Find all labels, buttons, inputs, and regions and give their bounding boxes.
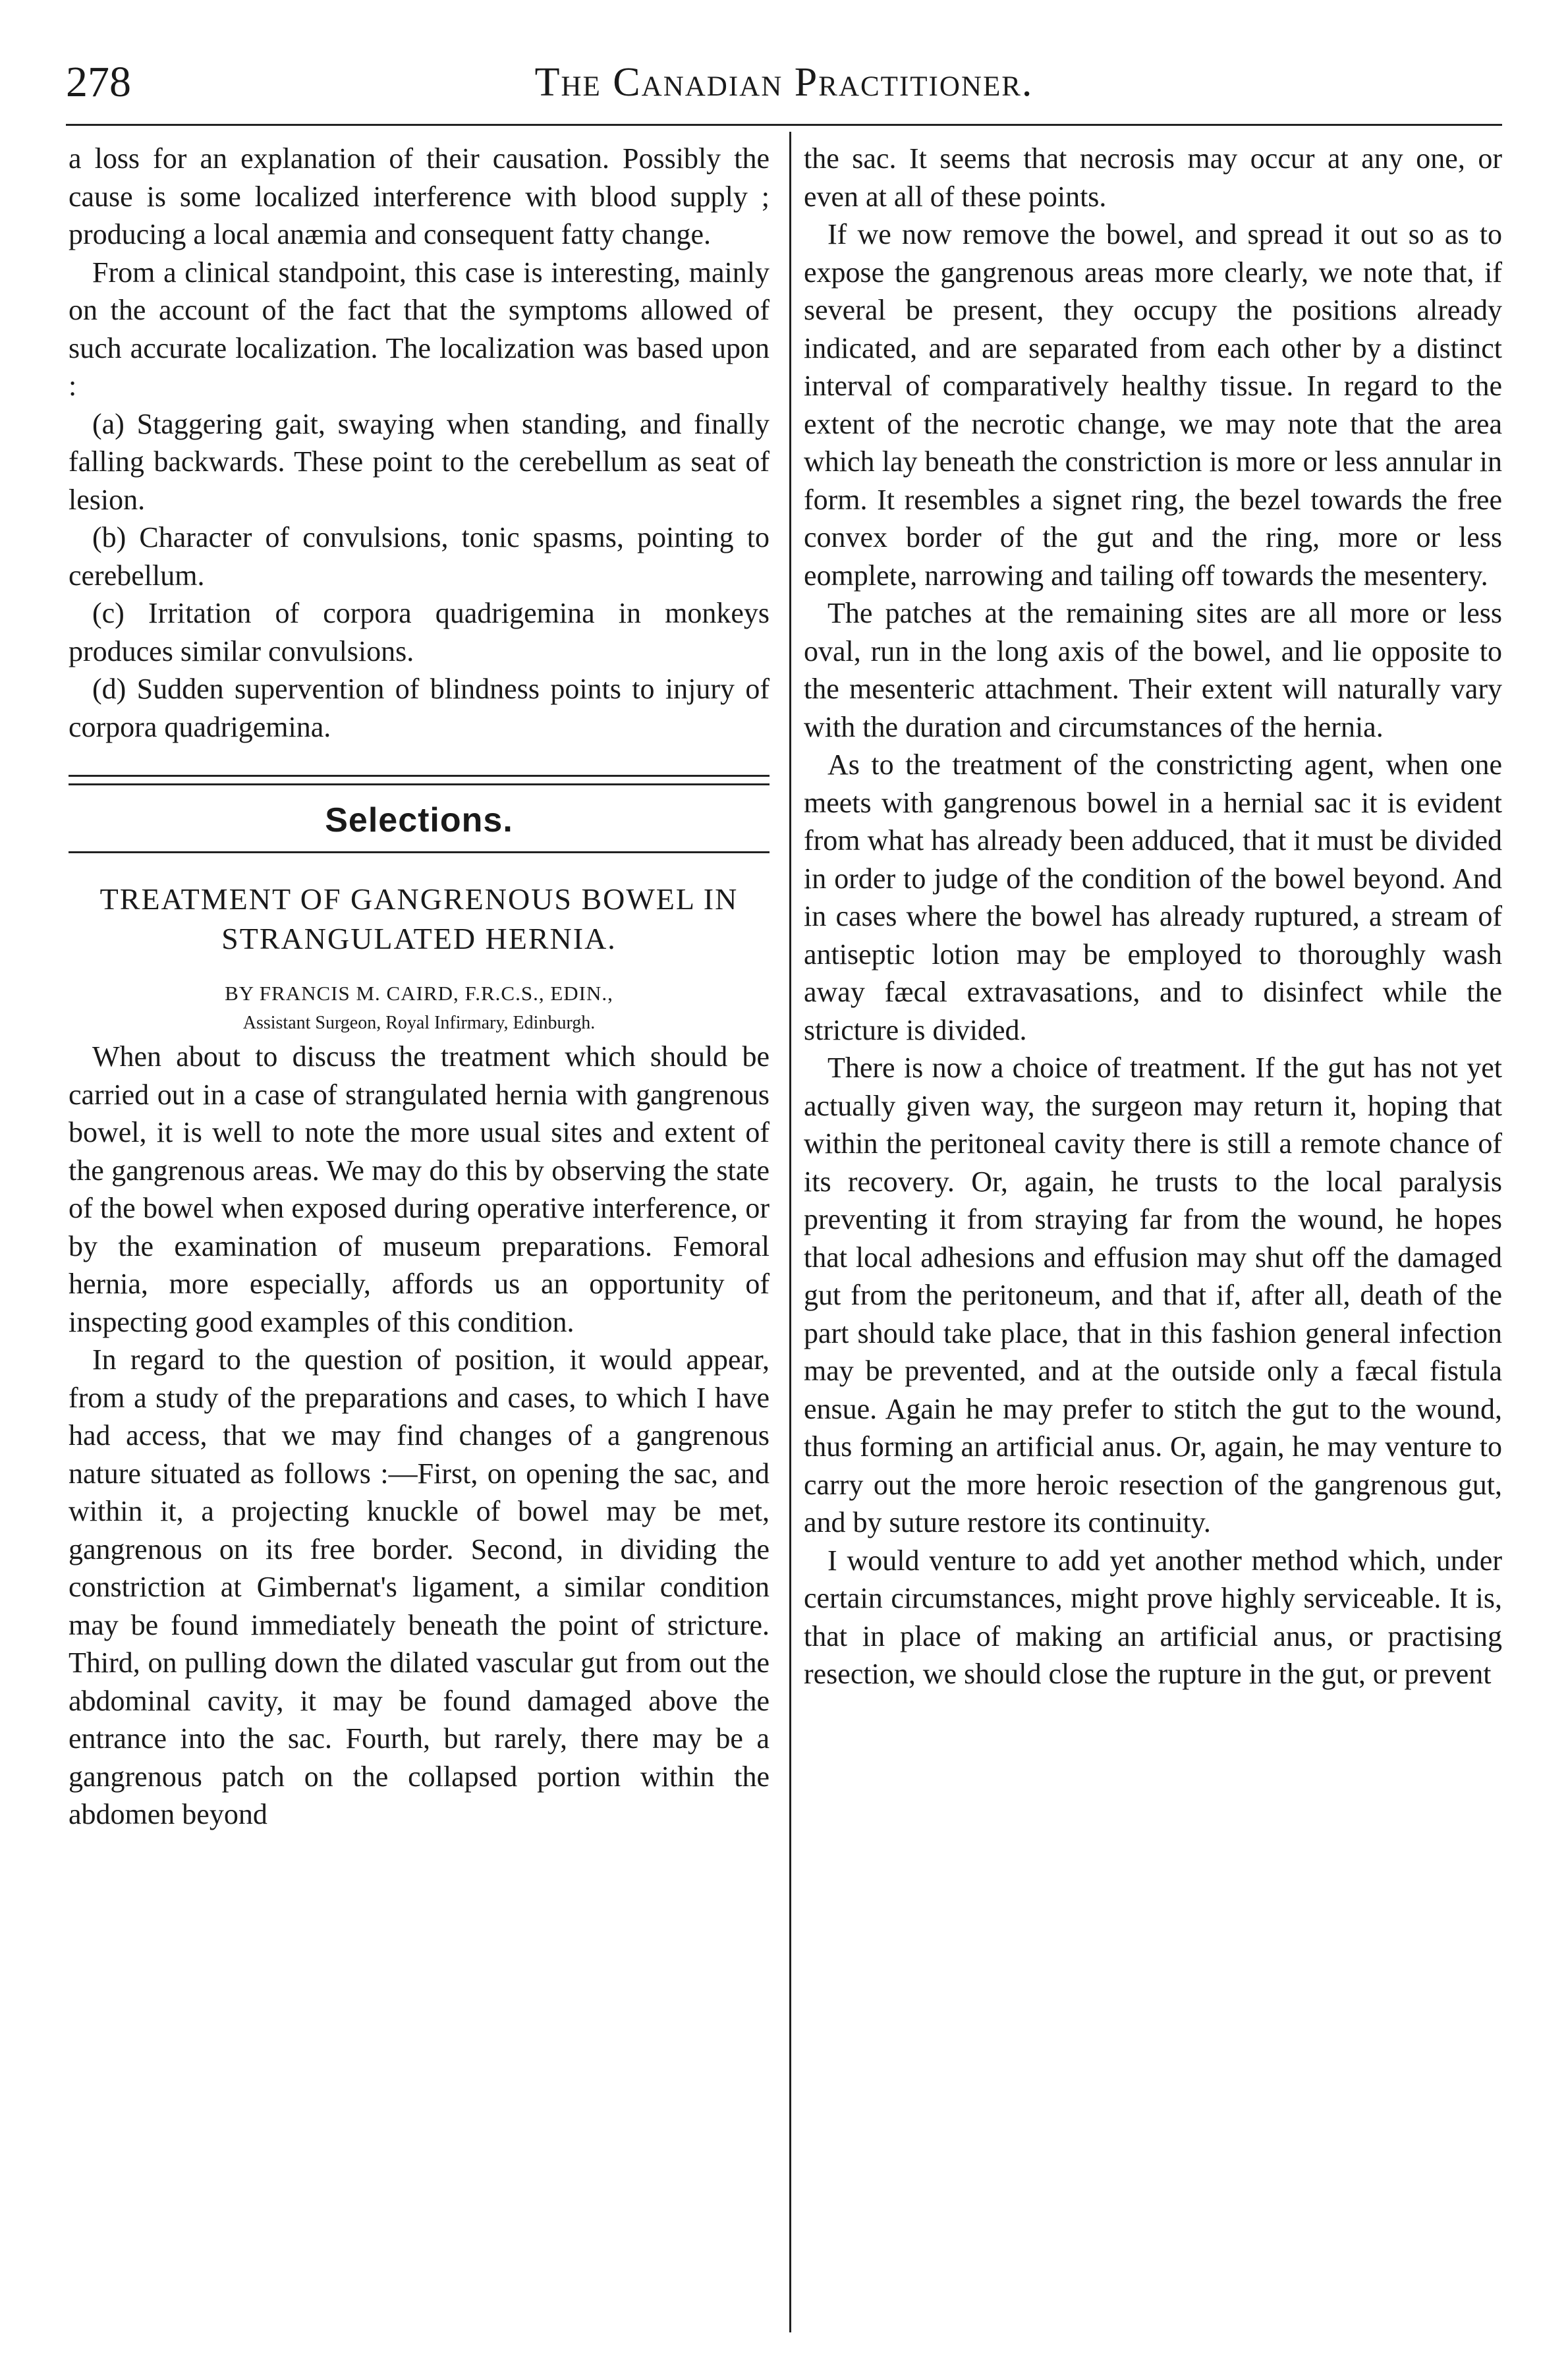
author-affiliation: Assistant Surgeon, Royal Infirmary, Edinburgh. [242,1013,596,1033]
left-column [69,140,770,1834]
paragraph: The patches at the remaining sites are all more or less oval, run in the long axis of the bowel, and lie opposite to the mesenteric attachment. Their extent will naturally vary with the duration and circumstances of the hernia. [804,597,1502,743]
paragraph: I would venture to add yet another method which, under certain circumstances, might prove highly serviceable. It is, that in place of making an artificial anus, or practising resection, we should close the rupture in the gut, or prevent [804,1544,1502,1690]
paragraph: the sac. It seems that necrosis may occur at any one, or even at all of these points. [804,142,1502,213]
section-title: Selections. [325,801,513,839]
page-number: 278 [66,58,131,106]
localization-point-d: (d) Sudden supervention of blindness points to injury of corpora quadrigemina. [69,673,770,743]
localization-point-b: (b) Character of convulsions, tonic spasms, pointing to cerebellum. [69,521,770,592]
column-divider [789,132,791,2332]
running-head [66,46,1502,119]
article-byline: BY FRANCIS M. CAIRD, F.R.C.S., EDIN., [225,982,613,1005]
section-rule [69,851,770,853]
paragraph: If we now remove the bowel, and spread it out so as to expose the gangrenous areas more clearly, we note that, if several be present, they occupy the positions already indicated, and are separated from each other by a distinct interval of comparatively healthy tissue. In regard to the extent of the necrotic change, we may note that the area which lay beneath the constriction is more or less annular in form. It resembles a signet ring, the bezel towards the free convex border of the gut and the ring, more or less eomplete, narrowing and tailing off towards the mesentery. [804,218,1502,592]
paragraph: There is now a choice of treatment. If the gut has not yet actually given way, the surgeon may return it, hoping that within the peritoneal cavity there is still a remote chance of its recovery. Or, again, he trusts to the local paralysis preventing it from straying far from the wound, he hopes that local adhesions and effusion may shut off the damaged gut from the peritoneum, and that if, after all, death of the part should take place, that in this fashion general infection may be prevented, and at the outside only a fæcal fistula ensue. Again he may prefer to stitch the gut to the wound, thus forming an artificial anus. Or, again, he may venture to carry out the more heroic resection of the gangrenous gut, and by suture restore its continuity. [804,1052,1502,1538]
right-column [804,140,1502,1693]
section-double-rule [69,775,770,785]
header-rule [66,124,1502,126]
localization-point-c: (c) Irritation of corpora quadrigemina in monkeys produces similar convulsions. [69,597,770,667]
journal-title: The Canadian Practitioner. [534,60,1034,105]
article-title: TREATMENT OF GANGRENOUS BOWEL IN STRANGULATED HERNIA. [99,882,739,955]
paragraph: a loss for an explanation of their causation. Possibly the cause is some localized interference with blood supply ; producing a local anæmia and consequent fatty change. [69,142,770,250]
paragraph: From a clinical standpoint, this case is interesting, mainly on the account of the fact that the symptoms allowed of such accurate localization. The localization was based upon : [69,256,770,402]
paragraph: As to the treatment of the constricting agent, when one meets with gangrenous bowel in a hernial sac it is evident from what has already been adduced, that it must be divided in order to judge of the condition of the bowel beyond. And in cases where the bowel has already ruptured, a stream of antiseptic lotion may be employed to thoroughly wash away fæcal extravasations, and to disinfect while the stricture is divided. [804,748,1502,1046]
paragraph: In regard to the question of position, it would appear, from a study of the preparations and cases, to which I have had access, that we may find changes of a gangrenous nature situated as follows :—First, on opening the sac, and within it, a projecting knuckle of bowel may be met, gangrenous on its free border. Second, in dividing the constriction at Gimbernat's ligament, a similar condition may be found immediately beneath the point of stricture. Third, on pulling down the dilated vascular gut from out the abdominal cavity, it may be found damaged above the entrance into the sac. Fourth, but rarely, there may be a gangrenous patch on the collapsed portion within the abdomen beyond [69,1343,770,1830]
localization-point-a: (a) Staggering gait, swaying when standing, and finally falling backwards. These point to the cerebellum as seat of lesion. [69,407,770,516]
paragraph: When about to discuss the treatment which should be carried out in a case of strangulated hernia with gangrenous bowel, it is well to note the more usual sites and extent of the gangrenous areas. We may do this by observing the state of the bowel when exposed during operative interference, or by the examination of museum preparations. Femoral hernia, more especially, affords us an opportunity of inspecting good examples of this condition. [69,1040,770,1338]
